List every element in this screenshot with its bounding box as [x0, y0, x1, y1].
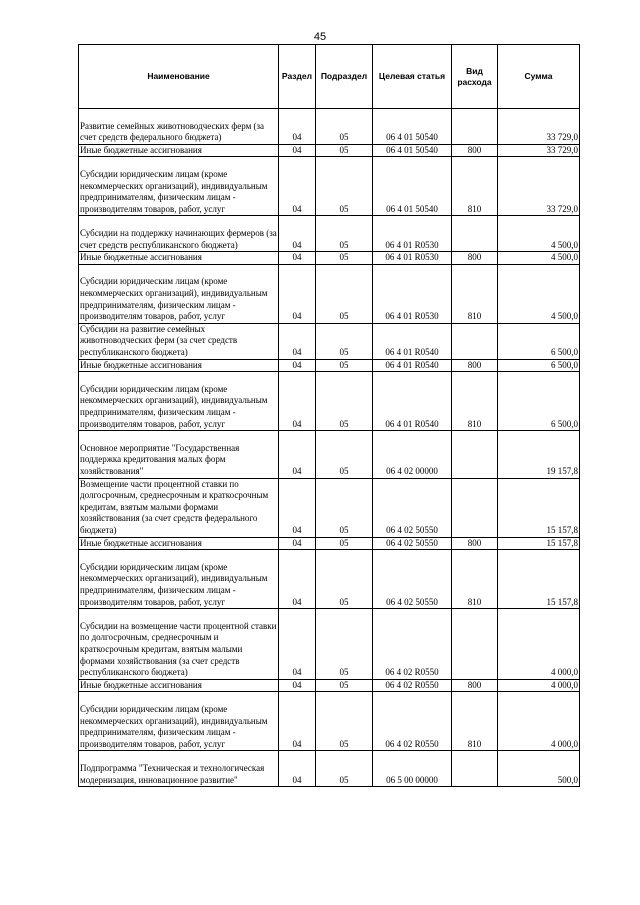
- table-row: [79, 609, 580, 680]
- row-section-cell: 04: [279, 751, 316, 787]
- table-row: [79, 431, 580, 478]
- row-name-cell: Субсидии юридическим лицам (кроме некоммерческих организаций), индивидуальным предпринимателям, физическим лицам - производителям товаров, работ, услуг: [79, 264, 279, 323]
- row-name-cell: Субсидии на возмещение части процентной ставки по долгосрочным, среднесрочным и краткосрочным кредитам, взятым малыми формами хозяйствования (за счет средств республиканского бюджета): [79, 609, 279, 680]
- row-target-cell: 06 4 02 R0550: [373, 679, 452, 692]
- row-section-cell: 04: [279, 692, 316, 751]
- row-target-cell: 06 4 02 00000: [373, 431, 452, 478]
- row-type-cell: [452, 109, 498, 145]
- table-row: [79, 751, 580, 787]
- row-target-cell: 06 4 01 50540: [373, 144, 452, 157]
- row-subsection-cell: 05: [316, 252, 373, 265]
- row-name-cell: Подпрограмма "Техническая и технологическая модернизация, инновационное развитие": [79, 751, 279, 787]
- budget-table: [78, 44, 580, 787]
- row-subsection-cell: 05: [316, 550, 373, 609]
- row-type-cell: [452, 216, 498, 252]
- header-target: Целевая статья: [373, 45, 452, 109]
- row-section-cell: 04: [279, 609, 316, 680]
- row-section-cell: 04: [279, 478, 316, 537]
- row-target-cell: 06 4 02 R0550: [373, 609, 452, 680]
- row-name-cell: Развитие семейных животноводческих ферм (за счет средств федерального бюджета): [79, 109, 279, 145]
- row-section-cell: 04: [279, 431, 316, 478]
- row-type-cell: 810: [452, 264, 498, 323]
- row-target-cell: 06 4 02 50550: [373, 478, 452, 537]
- row-target-cell: 06 4 02 R0550: [373, 692, 452, 751]
- row-subsection-cell: 05: [316, 359, 373, 372]
- row-name-cell: Субсидии юридическим лицам (кроме некоммерческих организаций), индивидуальным предпринимателям, физическим лицам - производителям товаров, работ, услуг: [79, 550, 279, 609]
- row-name-cell: Иные бюджетные ассигнования: [79, 252, 279, 265]
- table-row: [79, 372, 580, 431]
- row-name-cell: Субсидии юридическим лицам (кроме некоммерческих организаций), индивидуальным предпринимателям, физическим лицам - производителям товаров, работ, услуг: [79, 692, 279, 751]
- table-row: [79, 109, 580, 145]
- row-type-cell: [452, 609, 498, 680]
- row-sum-cell: 4 500,0: [498, 264, 580, 323]
- table-header-row: [79, 45, 580, 109]
- row-type-cell: [452, 323, 498, 359]
- row-subsection-cell: 05: [316, 679, 373, 692]
- row-name-cell: Субсидии на развитие семейных животноводческих ферм (за счет средств республиканского бюджета): [79, 323, 279, 359]
- row-sum-cell: 19 157,8: [498, 431, 580, 478]
- row-subsection-cell: 05: [316, 157, 373, 216]
- row-sum-cell: 6 500,0: [498, 359, 580, 372]
- row-subsection-cell: 05: [316, 216, 373, 252]
- row-sum-cell: 4 000,0: [498, 692, 580, 751]
- row-name-cell: Возмещение части процентной ставки по долгосрочным, среднесрочным и краткосрочным кредитам, взятым малыми формами хозяйствования (за счет средств федерального бюджета): [79, 478, 279, 537]
- row-subsection-cell: 05: [316, 109, 373, 145]
- table-row: [79, 679, 580, 692]
- row-name-cell: Иные бюджетные ассигнования: [79, 359, 279, 372]
- row-sum-cell: 4 000,0: [498, 679, 580, 692]
- row-target-cell: 06 4 01 R0530: [373, 252, 452, 265]
- row-section-cell: 04: [279, 359, 316, 372]
- row-subsection-cell: 05: [316, 431, 373, 478]
- table-body: [79, 109, 580, 787]
- row-type-cell: 810: [452, 157, 498, 216]
- row-type-cell: 800: [452, 537, 498, 550]
- row-target-cell: 06 4 02 50550: [373, 537, 452, 550]
- table-row: [79, 264, 580, 323]
- row-type-cell: [452, 751, 498, 787]
- row-target-cell: 06 4 01 R0540: [373, 359, 452, 372]
- row-subsection-cell: 05: [316, 537, 373, 550]
- row-type-cell: 800: [452, 252, 498, 265]
- row-type-cell: [452, 478, 498, 537]
- table-row: [79, 157, 580, 216]
- row-sum-cell: 6 500,0: [498, 372, 580, 431]
- row-subsection-cell: 05: [316, 264, 373, 323]
- row-sum-cell: 15 157,8: [498, 550, 580, 609]
- row-target-cell: 06 4 02 50550: [373, 550, 452, 609]
- header-subsection: Подраздел: [316, 45, 373, 109]
- row-sum-cell: 4 000,0: [498, 609, 580, 680]
- row-section-cell: 04: [279, 550, 316, 609]
- row-type-cell: [452, 431, 498, 478]
- row-sum-cell: 33 729,0: [498, 109, 580, 145]
- row-sum-cell: 6 500,0: [498, 323, 580, 359]
- row-section-cell: 04: [279, 144, 316, 157]
- row-target-cell: 06 5 00 00000: [373, 751, 452, 787]
- row-section-cell: 04: [279, 216, 316, 252]
- row-type-cell: 810: [452, 550, 498, 609]
- row-target-cell: 06 4 01 50540: [373, 157, 452, 216]
- row-subsection-cell: 05: [316, 692, 373, 751]
- table-row: [79, 216, 580, 252]
- row-section-cell: 04: [279, 264, 316, 323]
- row-name-cell: Субсидии юридическим лицам (кроме некоммерческих организаций), индивидуальным предпринимателям, физическим лицам - производителям товаров, работ, услуг: [79, 372, 279, 431]
- row-section-cell: 04: [279, 323, 316, 359]
- row-name-cell: Субсидии на поддержку начинающих фермеров (за счет средств республиканского бюджета): [79, 216, 279, 252]
- header-type: Вид расхода: [452, 45, 498, 109]
- table-row: [79, 537, 580, 550]
- row-sum-cell: 500,0: [498, 751, 580, 787]
- header-section: Раздел: [279, 45, 316, 109]
- row-subsection-cell: 05: [316, 323, 373, 359]
- row-section-cell: 04: [279, 157, 316, 216]
- row-sum-cell: 4 500,0: [498, 252, 580, 265]
- row-target-cell: 06 4 01 R0540: [373, 323, 452, 359]
- table-row: [79, 359, 580, 372]
- table-row: [79, 692, 580, 751]
- row-subsection-cell: 05: [316, 372, 373, 431]
- row-type-cell: 810: [452, 692, 498, 751]
- row-name-cell: Иные бюджетные ассигнования: [79, 537, 279, 550]
- row-subsection-cell: 05: [316, 144, 373, 157]
- row-section-cell: 04: [279, 679, 316, 692]
- row-type-cell: 800: [452, 144, 498, 157]
- header-sum: Сумма: [498, 45, 580, 109]
- row-sum-cell: 4 500,0: [498, 216, 580, 252]
- header-name: Наименование: [79, 45, 279, 109]
- row-section-cell: 04: [279, 252, 316, 265]
- table-row: [79, 144, 580, 157]
- row-target-cell: 06 4 01 R0530: [373, 264, 452, 323]
- row-subsection-cell: 05: [316, 751, 373, 787]
- row-target-cell: 06 4 01 R0540: [373, 372, 452, 431]
- row-target-cell: 06 4 01 R0530: [373, 216, 452, 252]
- row-section-cell: 04: [279, 109, 316, 145]
- table-row: [79, 323, 580, 359]
- row-sum-cell: 15 157,8: [498, 537, 580, 550]
- row-subsection-cell: 05: [316, 609, 373, 680]
- row-section-cell: 04: [279, 537, 316, 550]
- row-target-cell: 06 4 01 50540: [373, 109, 452, 145]
- page-number: 45: [313, 31, 327, 43]
- row-section-cell: 04: [279, 372, 316, 431]
- table-row: [79, 550, 580, 609]
- row-type-cell: 800: [452, 679, 498, 692]
- row-name-cell: Субсидии юридическим лицам (кроме некоммерческих организаций), индивидуальным предпринимателям, физическим лицам - производителям товаров, работ, услуг: [79, 157, 279, 216]
- row-sum-cell: 33 729,0: [498, 157, 580, 216]
- row-type-cell: 810: [452, 372, 498, 431]
- row-sum-cell: 15 157,8: [498, 478, 580, 537]
- row-name-cell: Иные бюджетные ассигнования: [79, 144, 279, 157]
- row-subsection-cell: 05: [316, 478, 373, 537]
- table-row: [79, 252, 580, 265]
- row-type-cell: 800: [452, 359, 498, 372]
- row-name-cell: Иные бюджетные ассигнования: [79, 679, 279, 692]
- table-row: [79, 478, 580, 537]
- row-sum-cell: 33 729,0: [498, 144, 580, 157]
- row-name-cell: Основное мероприятие "Государственная поддержка кредитования малых форм хозяйствования": [79, 431, 279, 478]
